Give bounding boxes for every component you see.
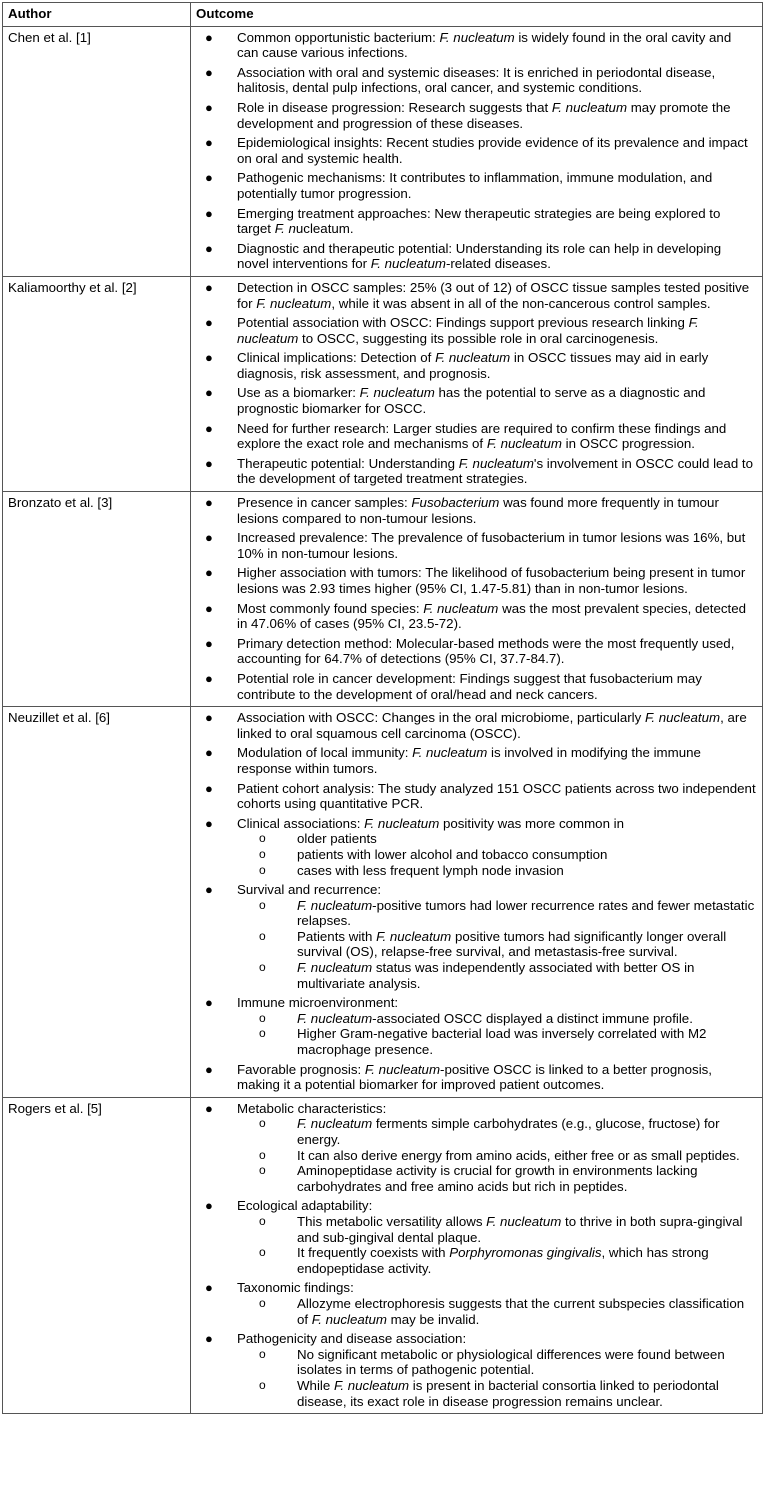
outcome-text: Common opportunistic bacterium: F. nucleatum is widely found in the oral cavity and can cause various infections. [237, 29, 732, 61]
outcome-sublist-item [195, 1245, 756, 1276]
outcome-list-item [195, 882, 756, 991]
outcome-text: Diagnostic and therapeutic potential: Understanding its role can help in developing novel interventions for F. nucleatum-related diseases. [237, 240, 722, 272]
outcome-list-item [195, 745, 756, 776]
outcome-text: Clinical associations: F. nucleatum positivity was more common in [237, 815, 625, 831]
table-body [3, 26, 763, 1414]
outcome-list [195, 1101, 756, 1409]
sub-outcome-text: F. nucleatum status was independently associated with better OS in multivariate analysis. [297, 960, 695, 991]
bullet-icon: ● [205, 240, 213, 256]
table-row [3, 1097, 763, 1413]
outcome-list-item [195, 241, 756, 272]
bullet-icon: ● [205, 420, 213, 436]
outcome-text: Increased prevalence: The prevalence of fusobacterium in tumor lesions was 16%, but 10% in non-tumour lesions. [237, 530, 746, 561]
outcome-sublist-item [195, 863, 756, 879]
outcome-sublist-item [195, 898, 756, 929]
circle-bullet-icon: o [259, 1163, 266, 1178]
bullet-icon: ● [205, 710, 213, 726]
bullet-icon: ● [205, 1198, 213, 1214]
outcome-text: Epidemiological insights: Recent studies provide evidence of its prevalence and impact on oral and systemic health. [237, 135, 748, 166]
bullet-icon: ● [205, 780, 213, 796]
outcome-sublist-item [195, 1026, 756, 1057]
author-cell: Kaliamoorthy et al. [2] [3, 276, 191, 491]
outcome-text: Ecological adaptability: [237, 1198, 373, 1214]
outcome-list-item [195, 135, 756, 166]
outcome-list-item [195, 170, 756, 201]
bullet-icon: ● [205, 99, 213, 115]
outcome-text: Clinical implications: Detection of F. nucleatum in OSCC tissues may aid in early diagnosis, risk assessment, and prognosis. [237, 350, 709, 381]
outcome-text: Potential association with OSCC: Findings support previous research linking F. nucleatum to OSCC, suggesting its possible role in oral carcinogenesis. [237, 315, 699, 346]
outcome-sublist-item [195, 1214, 756, 1245]
outcome-text: Association with oral and systemic diseases: It is enriched in periodontal disease, halitosis, dental pulp infections, oral cancer, and systemic conditions. [237, 64, 716, 96]
table-header-row [3, 3, 763, 27]
bullet-icon: ● [205, 29, 213, 45]
circle-bullet-icon: o [259, 1245, 266, 1260]
bullet-icon: ● [205, 495, 213, 511]
outcome-sublist [237, 1296, 756, 1327]
bullet-icon: ● [205, 1100, 213, 1116]
sub-outcome-text: F. nucleatum ferments simple carbohydrates (e.g., glucose, fructose) for energy. [297, 1116, 720, 1147]
table-row [3, 492, 763, 707]
outcome-list-item [195, 421, 756, 452]
sub-outcome-text: patients with lower alcohol and tobacco consumption [297, 846, 608, 862]
circle-bullet-icon: o [259, 928, 266, 943]
sub-outcome-text: F. nucleatum-positive tumors had lower recurrence rates and fewer metastatic relapses. [297, 897, 755, 929]
outcome-list-item [195, 995, 756, 1057]
outcome-cell [191, 492, 763, 707]
outcome-text: Survival and recurrence: [237, 882, 382, 898]
outcome-list [195, 30, 756, 272]
sub-outcome-text: Higher Gram-negative bacterial load was inversely correlated with M2 macrophage presence. [297, 1026, 707, 1058]
outcome-sublist-item [195, 1296, 756, 1327]
outcome-sublist [237, 831, 756, 878]
outcome-sublist [237, 898, 756, 992]
outcome-text: Patient cohort analysis: The study analyzed 151 OSCC patients across two independent cohorts using quantitative PCR. [237, 780, 756, 812]
outcome-cell [191, 707, 763, 1098]
outcome-list-item [195, 100, 756, 131]
outcome-list [195, 495, 756, 702]
author-cell: Chen et al. [1] [3, 26, 191, 276]
outcome-text: Taxonomic findings: [237, 1280, 354, 1296]
outcome-list-item [195, 781, 756, 812]
outcome-text: Role in disease progression: Research suggests that F. nucleatum may promote the development and progression of these diseases. [237, 99, 731, 131]
sub-outcome-text: older patients [297, 831, 377, 847]
sub-outcome-text: No significant metabolic or physiological differences were found between isolates in terms of pathogenic potential. [297, 1346, 725, 1378]
outcome-text: Presence in cancer samples: Fusobacterium was found more frequently in tumour lesions compared to non-tumour lesions. [237, 495, 719, 526]
outcome-list-item [195, 1198, 756, 1276]
sub-outcome-text: Patients with F. nucleatum positive tumors had significantly longer overall survival (OS), relapse-free survival, and metastasis-free survival. [297, 928, 727, 960]
outcome-list-item [195, 1101, 756, 1195]
bullet-icon: ● [205, 815, 213, 831]
bullet-icon: ● [205, 385, 213, 401]
outcome-sublist-item [195, 1148, 756, 1164]
outcome-list-item [195, 816, 756, 878]
outcome-sublist-item [195, 960, 756, 991]
circle-bullet-icon: o [259, 960, 266, 975]
circle-bullet-icon: o [259, 846, 266, 861]
outcome-cell [191, 26, 763, 276]
outcome-list-item [195, 1062, 756, 1093]
outcome-sublist-item [195, 1163, 756, 1194]
outcome-text: Therapeutic potential: Understanding F. nucleatum's involvement in OSCC could lead to the development of targeted treatment strategies. [237, 455, 754, 487]
bullet-icon: ● [205, 995, 213, 1011]
circle-bullet-icon: o [259, 1026, 266, 1041]
outcome-sublist [237, 1347, 756, 1409]
sub-outcome-text: Aminopeptidase activity is crucial for growth in environments lacking carbohydrates and free amino acids but rich in peptides. [297, 1163, 698, 1194]
circle-bullet-icon: o [259, 1295, 266, 1310]
outcome-list-item [195, 350, 756, 381]
author-cell: Neuzillet et al. [6] [3, 707, 191, 1098]
outcome-sublist-item [195, 1116, 756, 1147]
outcome-list-item [195, 710, 756, 741]
outcomes-table [2, 2, 763, 1414]
bullet-icon: ● [205, 745, 213, 761]
circle-bullet-icon: o [259, 831, 266, 846]
outcome-text: Modulation of local immunity: F. nucleatum is involved in modifying the immune response within tumors. [237, 745, 701, 776]
outcome-text: Primary detection method: Molecular-based methods were the most frequently used, accounting for 64.7% of detections (95% CI, 37.7-84.7). [237, 635, 735, 667]
outcome-text: Most commonly found species: F. nucleatum was the most prevalent species, detected in 47.06% of cases (95% CI, 23.5-72). [237, 600, 746, 632]
circle-bullet-icon: o [259, 1213, 266, 1228]
bullet-icon: ● [205, 1280, 213, 1296]
column-header-author: Author [3, 3, 191, 27]
outcome-list-item [195, 495, 756, 526]
outcome-text: Pathogenicity and disease association: [237, 1331, 467, 1347]
outcome-text: Need for further research: Larger studies are required to confirm these findings and explore the exact role and mechanisms of F. nucleatum in OSCC progression. [237, 420, 727, 452]
outcome-text: Potential role in cancer development: Findings suggest that fusobacterium may contribute to the development of oral/head and neck cancers. [237, 670, 702, 702]
outcome-sublist-item [195, 1378, 756, 1409]
sub-outcome-text: This metabolic versatility allows F. nucleatum to thrive in both supra-gingival and sub-gingival dental plaque. [297, 1213, 743, 1245]
circle-bullet-icon: o [259, 1346, 266, 1361]
outcome-sublist-item [195, 847, 756, 863]
outcome-list [195, 280, 756, 487]
outcome-sublist [237, 1214, 756, 1276]
outcome-list-item [195, 206, 756, 237]
circle-bullet-icon: o [259, 1010, 266, 1025]
bullet-icon: ● [205, 279, 213, 295]
outcome-list-item [195, 671, 756, 702]
bullet-icon: ● [205, 315, 213, 331]
author-cell: Bronzato et al. [3] [3, 492, 191, 707]
outcome-sublist [237, 1116, 756, 1194]
outcome-list-item [195, 65, 756, 96]
bullet-icon: ● [205, 64, 213, 80]
bullet-icon: ● [205, 530, 213, 546]
outcome-list-item [195, 601, 756, 632]
circle-bullet-icon: o [259, 1147, 266, 1162]
outcome-text: Higher association with tumors: The likelihood of fusobacterium being present in tumor lesions was 2.93 times higher (95% CI, 1.47-5.81) than in non-tumor lesions. [237, 565, 746, 596]
outcome-text: Use as a biomarker: F. nucleatum has the potential to serve as a diagnostic and prognostic biomarker for OSCC. [237, 385, 706, 417]
outcome-list-item [195, 30, 756, 61]
sub-outcome-text: It frequently coexists with Porphyromonas gingivalis, which has strong endopeptidase activity. [297, 1245, 709, 1276]
outcome-text: Favorable prognosis: F. nucleatum-positive OSCC is linked to a better prognosis, making it a potential biomarker for improved patient outcomes. [237, 1061, 713, 1093]
bullet-icon: ● [205, 882, 213, 898]
outcome-list-item [195, 1280, 756, 1327]
outcome-cell [191, 1097, 763, 1413]
bullet-icon: ● [205, 1061, 213, 1077]
bullet-icon: ● [205, 205, 213, 221]
outcome-text: Pathogenic mechanisms: It contributes to inflammation, immune modulation, and potentially tumor progression. [237, 170, 713, 201]
sub-outcome-text: Allozyme electrophoresis suggests that the current subspecies classification of F. nucleatum may be invalid. [297, 1295, 745, 1327]
bullet-icon: ● [205, 670, 213, 686]
outcome-text: Metabolic characteristics: [237, 1100, 387, 1116]
circle-bullet-icon: o [259, 897, 266, 912]
outcome-list-item [195, 456, 756, 487]
outcome-text: Immune microenvironment: [237, 995, 399, 1011]
outcome-list-item [195, 636, 756, 667]
outcome-list-item [195, 1331, 756, 1409]
outcome-sublist [237, 1011, 756, 1058]
outcome-text: Detection in OSCC samples: 25% (3 out of 12) of OSCC tissue samples tested positive for F. nucleatum, while it was absent in all of the non-cancerous control samples. [237, 279, 750, 311]
table-row [3, 276, 763, 491]
sub-outcome-text: It can also derive energy from amino acids, either free or as small peptides. [297, 1147, 740, 1163]
outcome-list [195, 710, 756, 1093]
outcome-sublist-item [195, 1347, 756, 1378]
circle-bullet-icon: o [259, 1116, 266, 1131]
outcome-list-item [195, 315, 756, 346]
bullet-icon: ● [205, 135, 213, 151]
outcome-sublist-item [195, 929, 756, 960]
bullet-icon: ● [205, 350, 213, 366]
outcome-list-item [195, 530, 756, 561]
outcome-list-item [195, 280, 756, 311]
outcome-text: Emerging treatment approaches: New therapeutic strategies are being explored to target F. nucleatum. [237, 205, 721, 237]
sub-outcome-text: While F. nucleatum is present in bacterial consortia linked to periodontal disease, its exact role in disease progression remains unclear. [297, 1377, 719, 1409]
bullet-icon: ● [205, 565, 213, 581]
outcome-list-item [195, 385, 756, 416]
bullet-icon: ● [205, 170, 213, 186]
sub-outcome-text: F. nucleatum-associated OSCC displayed a distinct immune profile. [297, 1010, 693, 1026]
bullet-icon: ● [205, 635, 213, 651]
outcome-text: Association with OSCC: Changes in the oral microbiome, particularly F. nucleatum, are linked to oral squamous cell carcinoma (OSCC). [237, 710, 747, 741]
outcome-list-item [195, 565, 756, 596]
table-row [3, 26, 763, 276]
circle-bullet-icon: o [259, 862, 266, 877]
table-row [3, 707, 763, 1098]
outcome-sublist-item [195, 831, 756, 847]
sub-outcome-text: cases with less frequent lymph node invasion [297, 862, 564, 878]
author-cell: Rogers et al. [5] [3, 1097, 191, 1413]
outcome-cell [191, 276, 763, 491]
bullet-icon: ● [205, 455, 213, 471]
bullet-icon: ● [205, 1331, 213, 1347]
outcome-sublist-item [195, 1011, 756, 1027]
column-header-outcome: Outcome [191, 3, 763, 27]
bullet-icon: ● [205, 600, 213, 616]
circle-bullet-icon: o [259, 1377, 266, 1392]
